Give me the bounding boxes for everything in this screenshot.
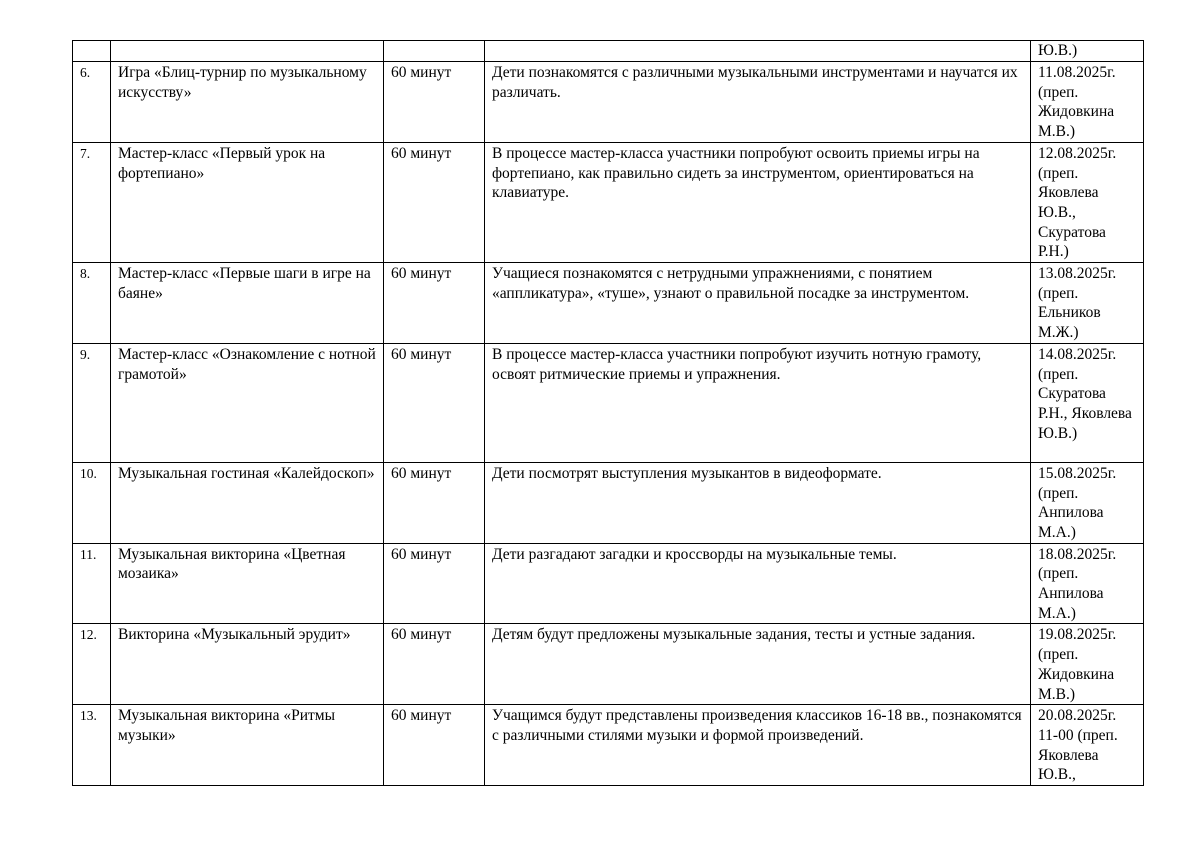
event-date-teacher: Ю.В.) bbox=[1031, 41, 1144, 62]
row-number: 10. bbox=[73, 462, 111, 543]
event-name: Музыкальная викторина «Ритмы музыки» bbox=[111, 705, 384, 786]
event-name: Мастер-класс «Ознакомление с нотной грамотой» bbox=[111, 343, 384, 462]
table-row bbox=[73, 263, 1144, 344]
event-description bbox=[485, 41, 1031, 62]
event-name: Викторина «Музыкальный эрудит» bbox=[111, 624, 384, 705]
event-duration: 60 минут bbox=[384, 263, 485, 344]
row-number: 9. bbox=[73, 343, 111, 462]
event-duration: 60 минут bbox=[384, 705, 485, 786]
table-row bbox=[73, 142, 1144, 262]
event-date-teacher: 11.08.2025г. (преп. Жидовкина М.В.) bbox=[1031, 62, 1144, 143]
event-name: Музыкальная викторина «Цветная мозаика» bbox=[111, 543, 384, 624]
event-duration: 60 минут bbox=[384, 462, 485, 543]
event-description: Дети познакомятся с различными музыкальными инструментами и научатся их различать. bbox=[485, 62, 1031, 143]
table-row bbox=[73, 62, 1144, 143]
row-number: 13. bbox=[73, 705, 111, 786]
event-duration: 60 минут bbox=[384, 543, 485, 624]
event-duration: 60 минут bbox=[384, 343, 485, 462]
table-row bbox=[73, 543, 1144, 624]
table-row bbox=[73, 343, 1144, 462]
event-duration: 60 минут bbox=[384, 624, 485, 705]
table-row bbox=[73, 624, 1144, 705]
row-number: 6. bbox=[73, 62, 111, 143]
event-duration: 60 минут bbox=[384, 142, 485, 262]
event-description: Учащиеся познакомятся с нетрудными упражнениями, с понятием «аппликатура», «туше», узнают о правильной посадке за инструментом. bbox=[485, 263, 1031, 344]
row-number: 11. bbox=[73, 543, 111, 624]
event-date-teacher: 13.08.2025г. (преп. Ельников М.Ж.) bbox=[1031, 263, 1144, 344]
row-number: 7. bbox=[73, 142, 111, 262]
document-page bbox=[72, 40, 1144, 786]
events-table bbox=[72, 40, 1144, 786]
row-number: 12. bbox=[73, 624, 111, 705]
table-row bbox=[73, 462, 1144, 543]
event-date-teacher: 18.08.2025г. (преп. Анпилова М.А.) bbox=[1031, 543, 1144, 624]
event-date-teacher: 19.08.2025г. (преп. Жидовкина М.В.) bbox=[1031, 624, 1144, 705]
event-description: В процессе мастер-класса участники попробуют освоить приемы игры на фортепиано, как правильно сидеть за инструментом, ориентироваться на клавиатуре. bbox=[485, 142, 1031, 262]
event-name: Мастер-класс «Первый урок на фортепиано» bbox=[111, 142, 384, 262]
event-description: Дети посмотрят выступления музыкантов в видеоформате. bbox=[485, 462, 1031, 543]
event-name: Мастер-класс «Первые шаги в игре на баяне» bbox=[111, 263, 384, 344]
event-name: Музыкальная гостиная «Калейдоскоп» bbox=[111, 462, 384, 543]
event-date-teacher: 20.08.2025г. 11-00 (преп. Яковлева Ю.В., bbox=[1031, 705, 1144, 786]
event-description: Дети разгадают загадки и кроссворды на музыкальные темы. bbox=[485, 543, 1031, 624]
event-date-teacher: 12.08.2025г. (преп. Яковлева Ю.В., Скуратова Р.Н.) bbox=[1031, 142, 1144, 262]
row-number bbox=[73, 41, 111, 62]
event-duration bbox=[384, 41, 485, 62]
event-description: В процессе мастер-класса участники попробуют изучить нотную грамоту, освоят ритмические приемы и упражнения. bbox=[485, 343, 1031, 462]
event-description: Детям будут предложены музыкальные задания, тесты и устные задания. bbox=[485, 624, 1031, 705]
event-date-teacher: 14.08.2025г. (преп. Скуратова Р.Н., Яковлева Ю.В.) bbox=[1031, 343, 1144, 462]
event-description: Учащимся будут представлены произведения классиков 16-18 вв., познакомятся с различными стилями музыки и формой произведений. bbox=[485, 705, 1031, 786]
table-row bbox=[73, 705, 1144, 786]
event-date-teacher: 15.08.2025г. (преп. Анпилова М.А.) bbox=[1031, 462, 1144, 543]
event-name bbox=[111, 41, 384, 62]
row-number: 8. bbox=[73, 263, 111, 344]
table-row-carryover bbox=[73, 41, 1144, 62]
event-name: Игра «Блиц-турнир по музыкальному искусству» bbox=[111, 62, 384, 143]
event-duration: 60 минут bbox=[384, 62, 485, 143]
